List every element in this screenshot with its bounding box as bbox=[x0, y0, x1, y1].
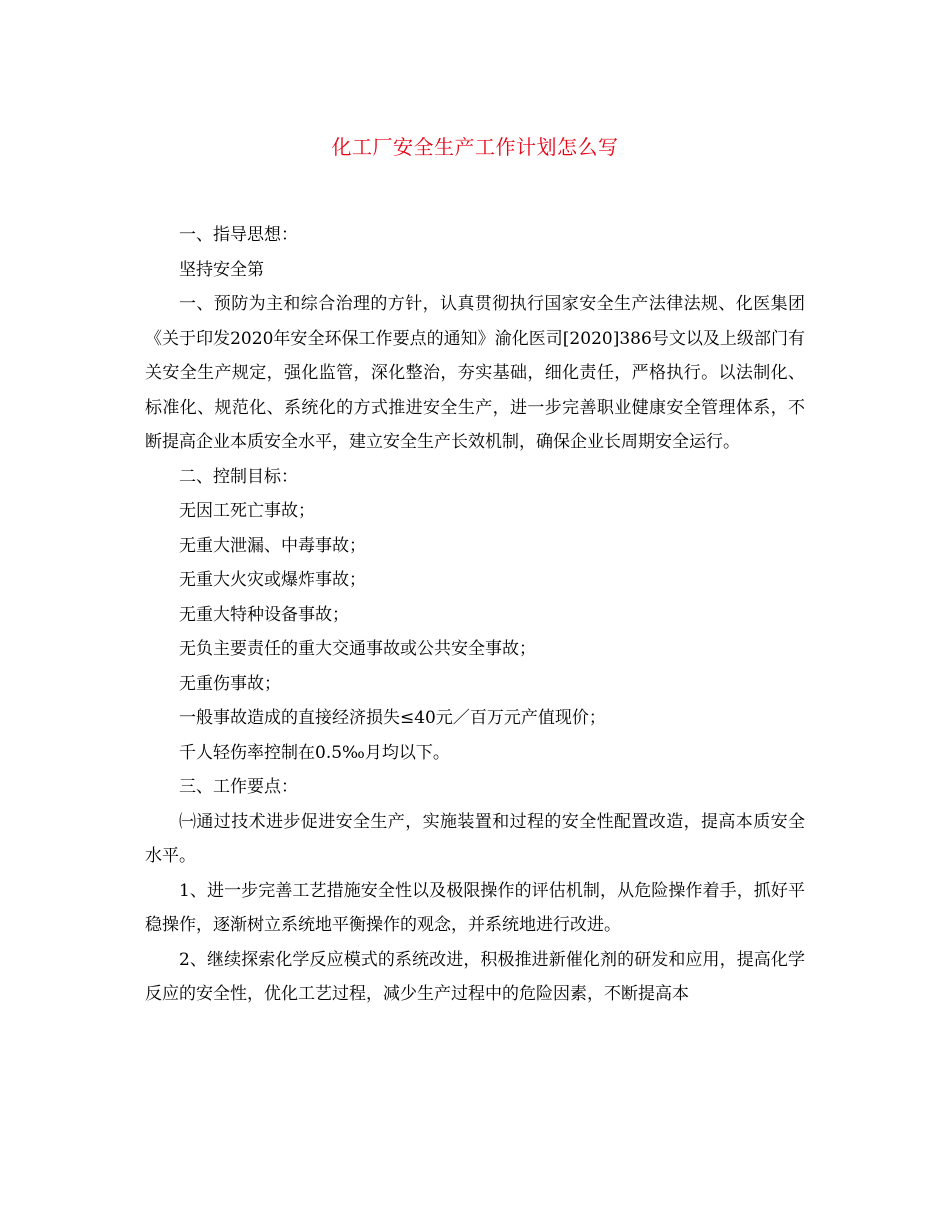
paragraph-target-item: 无重伤事故； bbox=[179, 673, 281, 694]
paragraph-guiding-ideology-heading: 一、指导思想： bbox=[179, 225, 298, 245]
document-body bbox=[145, 218, 805, 1012]
paragraph-work-point: 2、继续探索化学反应模式的系统改进，积极推进新催化剂的研发和应用，提高化学反应的安全性，优化工艺过程，减少生产过程中的危险因素，不断提高本 bbox=[145, 949, 805, 1004]
paragraph-policy: 一、预防为主和综合治理的方针，认真贯彻执行国家安全生产法律法规、化医集团《关于印发2020年安全环保工作要点的通知》渝化医司[2020]386号文以及上级部门有关安全生产规定，强化监管，深化整治，夯实基础，细化责任，严格执行。以法制化、标准化、规范化、系统化的方式推进安全生产，进一步完善职业健康安全管理体系，不断提高企业本质安全水平，建立安全生产长效机制，确保企业长周期安全运行。 bbox=[145, 294, 805, 452]
paragraph-work-point: ㈠通过技术进步促进安全生产，实施装置和过程的安全性配置改造，提高本质安全水平。 bbox=[145, 811, 805, 866]
paragraph-target-item: 无重大火灾或爆炸事故； bbox=[179, 570, 366, 590]
paragraph-target-item: 无重大特种设备事故； bbox=[179, 604, 349, 625]
paragraph-target-item: 无因工死亡事故； bbox=[179, 501, 315, 521]
paragraph-work-points-heading: 三、工作要点： bbox=[179, 777, 298, 797]
paragraph-work-point: 1、进一步完善工艺措施安全性以及极限操作的评估机制，从危险操作着手，抓好平稳操作，逐渐树立系统地平衡操作的观念，并系统地进行改进。 bbox=[145, 880, 805, 935]
paragraph-target-item: 无重大泄漏、中毒事故； bbox=[179, 535, 366, 556]
paragraph-target-item: 千人轻伤率控制在0.5‰月均以下。 bbox=[179, 742, 450, 763]
document-title: 化工厂安全生产工作计划怎么写 bbox=[331, 135, 619, 159]
paragraph-target-item: 无负主要责任的重大交通事故或公共安全事故； bbox=[179, 639, 536, 659]
paragraph-control-targets-heading: 二、控制目标： bbox=[179, 466, 298, 487]
paragraph-safety-first: 坚持安全第 bbox=[179, 259, 264, 280]
paragraph-target-item: 一般事故造成的直接经济损失≤40元／百万元产值现价； bbox=[179, 708, 606, 728]
